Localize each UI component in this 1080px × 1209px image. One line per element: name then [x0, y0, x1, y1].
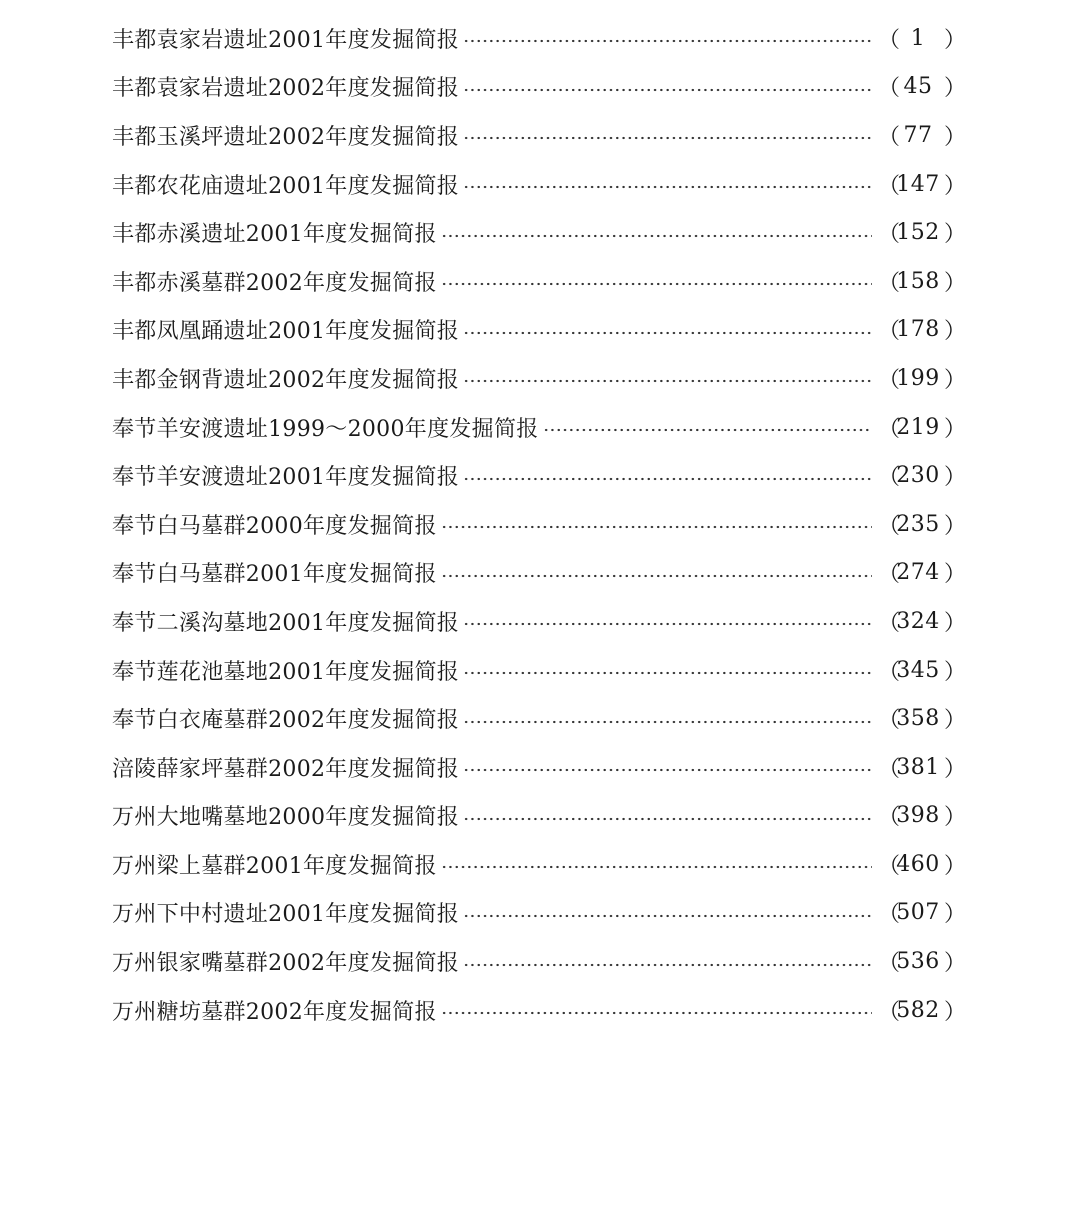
paren-close: ）	[944, 513, 967, 539]
page-reference	[878, 703, 967, 734]
dot-leader	[543, 428, 872, 432]
entry-title: 奉节羊安渡遗址2001年度发掘简报	[112, 465, 460, 491]
dot-leader	[441, 234, 872, 238]
dot-leader	[463, 720, 872, 724]
page-reference	[878, 120, 967, 151]
paren-open: （	[878, 562, 901, 588]
page-number: 398	[896, 803, 940, 829]
paren-close: ）	[944, 270, 967, 296]
paren-close: ）	[944, 416, 967, 442]
page-number: 77	[903, 122, 933, 148]
page-number: 460	[896, 851, 940, 877]
paren-close: ）	[944, 999, 967, 1025]
page-reference	[878, 897, 967, 928]
entry-title: 丰都玉溪坪遗址2002年度发掘简报	[112, 124, 460, 150]
paren-close: ）	[944, 708, 967, 734]
paren-close: ）	[944, 902, 967, 928]
paren-open: （	[878, 805, 901, 831]
entry-title: 丰都农花庙遗址2001年度发掘简报	[112, 173, 460, 199]
entry-title: 奉节莲花池墓地2001年度发掘简报	[112, 659, 460, 685]
paren-close: ）	[944, 853, 967, 879]
paren-open: （	[878, 610, 901, 636]
paren-close: ）	[944, 319, 967, 345]
entry-title: 丰都凤凰踊遗址2001年度发掘简报	[112, 319, 460, 345]
dot-leader	[463, 817, 872, 821]
dot-leader	[463, 185, 872, 189]
dot-leader	[463, 331, 872, 335]
page-number: 358	[896, 706, 940, 732]
entry-title: 涪陵薛家坪墓群2002年度发掘简报	[112, 756, 460, 782]
entry-title: 万州下中村遗址2001年度发掘简报	[112, 902, 460, 928]
page-reference	[878, 217, 967, 248]
entry-title: 奉节白马墓群2000年度发掘简报	[112, 513, 437, 539]
toc-entry[interactable]	[112, 403, 967, 452]
page-reference	[878, 606, 967, 637]
toc-entry[interactable]	[112, 889, 967, 938]
page-reference	[878, 23, 967, 54]
toc-entry[interactable]	[112, 354, 967, 403]
paren-open: （	[878, 27, 901, 53]
page-number: 152	[896, 220, 940, 246]
entry-title: 万州糖坊墓群2002年度发掘简报	[112, 999, 437, 1025]
toc-entry[interactable]	[112, 63, 967, 112]
paren-open: （	[878, 270, 901, 296]
entry-title: 丰都赤溪遗址2001年度发掘简报	[112, 222, 437, 248]
page-number: 507	[896, 900, 940, 926]
entry-title: 万州银家嘴墓群2002年度发掘简报	[112, 951, 460, 977]
toc-entry[interactable]	[112, 160, 967, 209]
dot-leader	[463, 768, 872, 772]
dot-leader	[463, 477, 872, 481]
entry-title: 万州大地嘴墓地2000年度发掘简报	[112, 805, 460, 831]
entry-title: 丰都金钢背遗址2002年度发掘简报	[112, 367, 460, 393]
paren-open: （	[878, 319, 901, 345]
paren-close: ）	[944, 124, 967, 150]
paren-close: ）	[944, 27, 967, 53]
paren-close: ）	[944, 562, 967, 588]
paren-open: （	[878, 951, 901, 977]
entry-title: 丰都赤溪墓群2002年度发掘简报	[112, 270, 437, 296]
page-reference	[878, 655, 967, 686]
dot-leader	[441, 282, 872, 286]
entry-title: 奉节羊安渡遗址1999～2000年度发掘简报	[112, 416, 539, 442]
entry-title: 奉节白马墓群2001年度发掘简报	[112, 562, 437, 588]
entry-title: 万州梁上墓群2001年度发掘简报	[112, 853, 437, 879]
entry-title: 丰都袁家岩遗址2002年度发掘简报	[112, 76, 460, 102]
paren-open: （	[878, 465, 901, 491]
toc-entry[interactable]	[112, 14, 967, 63]
dot-leader	[441, 1011, 872, 1015]
paren-open: （	[878, 124, 901, 150]
paren-open: （	[878, 999, 901, 1025]
page-reference	[878, 314, 967, 345]
dot-leader	[463, 671, 872, 675]
page-number: 45	[903, 74, 933, 100]
page-number: 199	[896, 365, 940, 391]
page-reference	[878, 995, 967, 1026]
page-reference	[878, 266, 967, 297]
toc-entry[interactable]	[112, 597, 967, 646]
toc-entry[interactable]	[112, 840, 967, 889]
page-number: 324	[896, 608, 940, 634]
paren-close: ）	[944, 222, 967, 248]
page-number: 1	[910, 25, 926, 51]
page-number: 582	[896, 997, 940, 1023]
paren-open: （	[878, 222, 901, 248]
page-reference	[878, 946, 967, 977]
paren-close: ）	[944, 173, 967, 199]
dot-leader	[463, 963, 872, 967]
page-number: 178	[896, 317, 940, 343]
entry-title: 奉节白衣庵墓群2002年度发掘简报	[112, 708, 460, 734]
toc-entry[interactable]	[112, 792, 967, 841]
paren-open: （	[878, 756, 901, 782]
page-reference	[878, 71, 967, 102]
dot-leader	[463, 914, 872, 918]
dot-leader	[463, 88, 872, 92]
page-number: 158	[896, 268, 940, 294]
dot-leader	[463, 136, 872, 140]
toc-entry[interactable]	[112, 549, 967, 598]
paren-open: （	[878, 659, 901, 685]
dot-leader	[463, 622, 872, 626]
page-reference	[878, 557, 967, 588]
page-number: 219	[896, 414, 940, 440]
dot-leader	[463, 379, 872, 383]
paren-open: （	[878, 76, 901, 102]
page-number: 274	[896, 560, 940, 586]
paren-open: （	[878, 853, 901, 879]
dot-leader	[463, 39, 872, 43]
page-number: 536	[896, 949, 940, 975]
page-reference	[878, 849, 967, 880]
paren-close: ）	[944, 756, 967, 782]
paren-open: （	[878, 902, 901, 928]
paren-open: （	[878, 513, 901, 539]
page-number: 147	[896, 171, 940, 197]
page-reference	[878, 363, 967, 394]
paren-close: ）	[944, 610, 967, 636]
paren-close: ）	[944, 951, 967, 977]
toc-entry[interactable]	[112, 646, 967, 695]
paren-open: （	[878, 173, 901, 199]
paren-close: ）	[944, 805, 967, 831]
paren-close: ）	[944, 465, 967, 491]
paren-open: （	[878, 367, 901, 393]
entry-title: 奉节二溪沟墓地2001年度发掘简报	[112, 610, 460, 636]
dot-leader	[441, 525, 872, 529]
page-number: 235	[896, 511, 940, 537]
paren-close: ）	[944, 659, 967, 685]
page-number: 381	[896, 754, 940, 780]
table-of-contents	[112, 14, 967, 1034]
page-number: 230	[896, 463, 940, 489]
toc-entry[interactable]	[112, 500, 967, 549]
paren-close: ）	[944, 367, 967, 393]
dot-leader	[441, 865, 872, 869]
toc-entry[interactable]	[112, 306, 967, 355]
toc-entry[interactable]	[112, 111, 967, 160]
paren-close: ）	[944, 76, 967, 102]
entry-title: 丰都袁家岩遗址2001年度发掘简报	[112, 27, 460, 53]
paren-open: （	[878, 708, 901, 734]
toc-entry[interactable]	[112, 743, 967, 792]
page-reference	[878, 509, 967, 540]
page-reference	[878, 412, 967, 443]
dot-leader	[441, 574, 872, 578]
page-number: 345	[896, 657, 940, 683]
toc-entry[interactable]	[112, 208, 967, 257]
toc-entry[interactable]	[112, 694, 967, 743]
toc-entry[interactable]	[112, 257, 967, 306]
toc-entry[interactable]	[112, 451, 967, 500]
page-reference	[878, 169, 967, 200]
paren-open: （	[878, 416, 901, 442]
toc-entry[interactable]	[112, 937, 967, 986]
page-reference	[878, 800, 967, 831]
toc-entry[interactable]	[112, 986, 967, 1035]
page-reference	[878, 752, 967, 783]
page-reference	[878, 460, 967, 491]
